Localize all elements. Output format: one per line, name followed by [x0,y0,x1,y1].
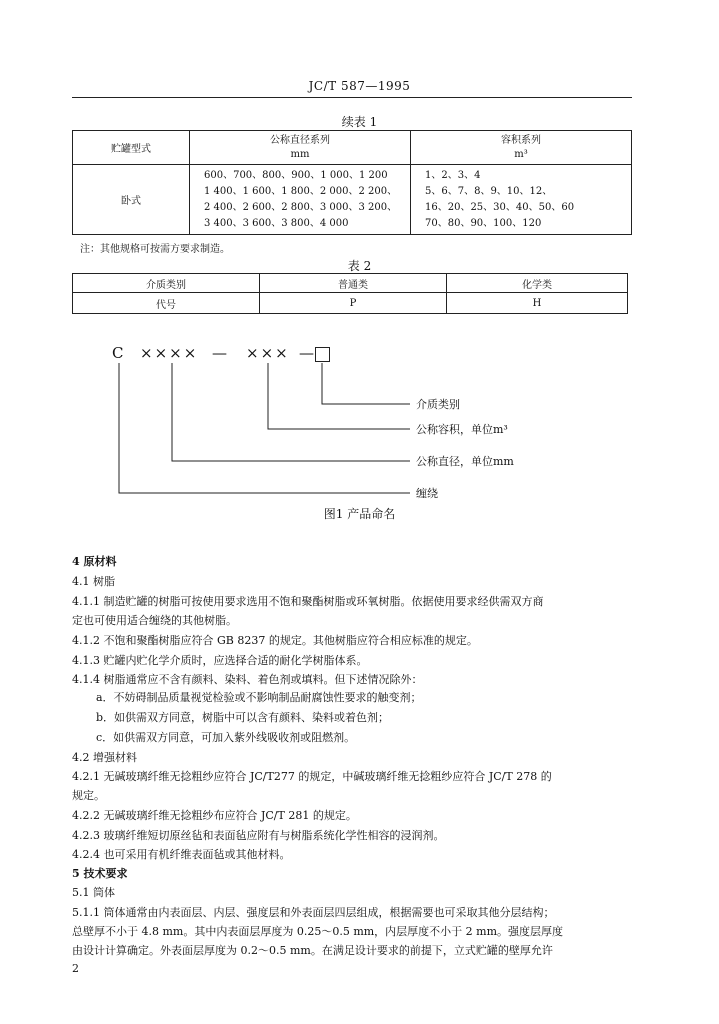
para-4-2-4: 4.2.4 也可采用有机纤维表面毡或其他材料。 [72,848,291,861]
volume-line: 5、6、7、8、9、10、12、 [425,185,553,197]
volume-line: 16、20、25、30、40、50、60 [425,201,575,213]
section-5-1-heading: 5.1 筒体 [72,886,115,899]
figure1-label-medium: 介质类别 [416,398,460,411]
section-4-1-heading: 4.1 树脂 [72,575,115,588]
figure1-dash-2: — [299,344,314,362]
section-4-heading: 4 原材料 [72,555,117,568]
leader-diameter [172,363,410,461]
table1-col3-header: 容积系列 m³ [411,131,632,165]
table1-col2-header: 公称直径系列 mm [190,131,411,165]
figure1-code-c: C [112,344,124,362]
table1-row-type: 卧式 [73,165,190,235]
volume-line: 70、80、90、100、120 [425,217,542,229]
page-number: 2 [72,962,79,975]
para-4-2-2: 4.2.2 无碱玻璃纤维无捻粗纱布应符合 JC/T 281 的规定。 [72,809,357,822]
table2-header-normal: 普通类 [260,274,447,293]
table2-code-h: H [447,293,628,314]
page-header: JC/T 587—1995 [308,79,411,93]
para-5-1-1-line2: 总壁厚不小于 4.8 mm。其中内表面层厚度为 0.25～0.5 mm，内层厚度不小于 2 mm。强度层厚度 [72,925,564,938]
figure1-code-diameter: ×××× [140,344,199,362]
para-4-2-3: 4.2.3 玻璃纤维短切原丝毡和表面毡应附有与树脂系统化学性相容的浸润剂。 [72,829,445,842]
figure1-label-volume: 公称容积，单位m³ [416,423,508,436]
table2-header-chemical: 化学类 [447,274,628,293]
section-4-2-heading: 4.2 增强材料 [72,751,137,764]
para-item-b: b．如供需双方同意，树脂中可以含有颜料、染料或着色剂； [96,711,390,724]
volume-line: 1、2、3、4 [425,169,481,181]
figure1-label-winding: 缠绕 [416,487,438,500]
para-4-1-3: 4.1.3 贮罐内贮化学介质时，应选择合适的耐化学树脂体系。 [72,654,368,667]
table2-code-p: P [260,293,447,314]
figure1-code-volume: ××× [246,344,290,362]
table1-caption: 续表 1 [341,115,378,129]
para-5-1-1-line3: 由设计计算确定。外表面层厚度为 0.2～0.5 mm。在满足设计要求的前提下，立式贮罐的壁厚允许 [72,944,553,957]
para-4-1-2: 4.1.2 不饱和聚酯树脂应符合 GB 8237 的规定。其他树脂应符合相应标准的规定。 [72,634,478,647]
leader-winding [119,363,410,493]
table2-header-medium: 介质类别 [73,274,260,293]
figure1-dash-1: — [212,344,227,362]
leader-medium [322,363,410,404]
para-5-1-1-line1: 5.1.1 筒体通常由内表面层、内层、强度层和外表面层四层组成，根据需要也可采取其他分层结构； [72,906,555,919]
para-4-1-1-line1: 4.1.1 制造贮罐的树脂可按使用要求选用不饱和聚酯树脂或环氧树脂。依据使用要求经供需双方商 [72,595,544,608]
diameter-line: 3 400、3 600、3 800、4 000 [204,217,349,229]
section-5-heading: 5 技术要求 [72,867,128,880]
table1-note: 注：其他规格可按需方要求制造。 [80,244,230,255]
para-4-1-1-line2: 定也可使用适合缠绕的其他树脂。 [72,614,237,627]
diameter-line: 600、700、800、900、1 000、1 200 [204,169,388,181]
table2-code-label: 代号 [73,293,260,314]
para-4-2-1-line1: 4.2.1 无碱玻璃纤维无捻粗纱应符合 JC/T277 的规定，中碱玻璃纤维无捻粗纱应符合 JC/T 278 的 [72,770,552,783]
para-4-1-4: 4.1.4 树脂通常应不含有颜料、染料、着色剂或填料。但下述情况除外： [72,673,423,686]
para-item-a: a．不妨碍制品质量视觉检验或不影响制品耐腐蚀性要求的触变剂； [96,691,422,704]
table1-col1-header: 贮罐型式 [73,131,190,165]
figure1-caption: 图1 产品命名 [323,507,396,521]
para-4-2-1-line2: 规定。 [72,789,105,802]
figure1-label-diameter: 公称直径，单位mm [416,455,514,468]
diameter-line: 1 400、1 600、1 800、2 000、2 200、 [204,185,398,197]
para-item-c: c．如供需双方同意，可加入紫外线吸收剂或阻燃剂。 [96,731,356,744]
table2-caption: 表 2 [347,259,372,273]
leader-volume [268,363,410,429]
diameter-line: 2 400、2 600、2 800、3 000、3 200、 [204,201,398,213]
